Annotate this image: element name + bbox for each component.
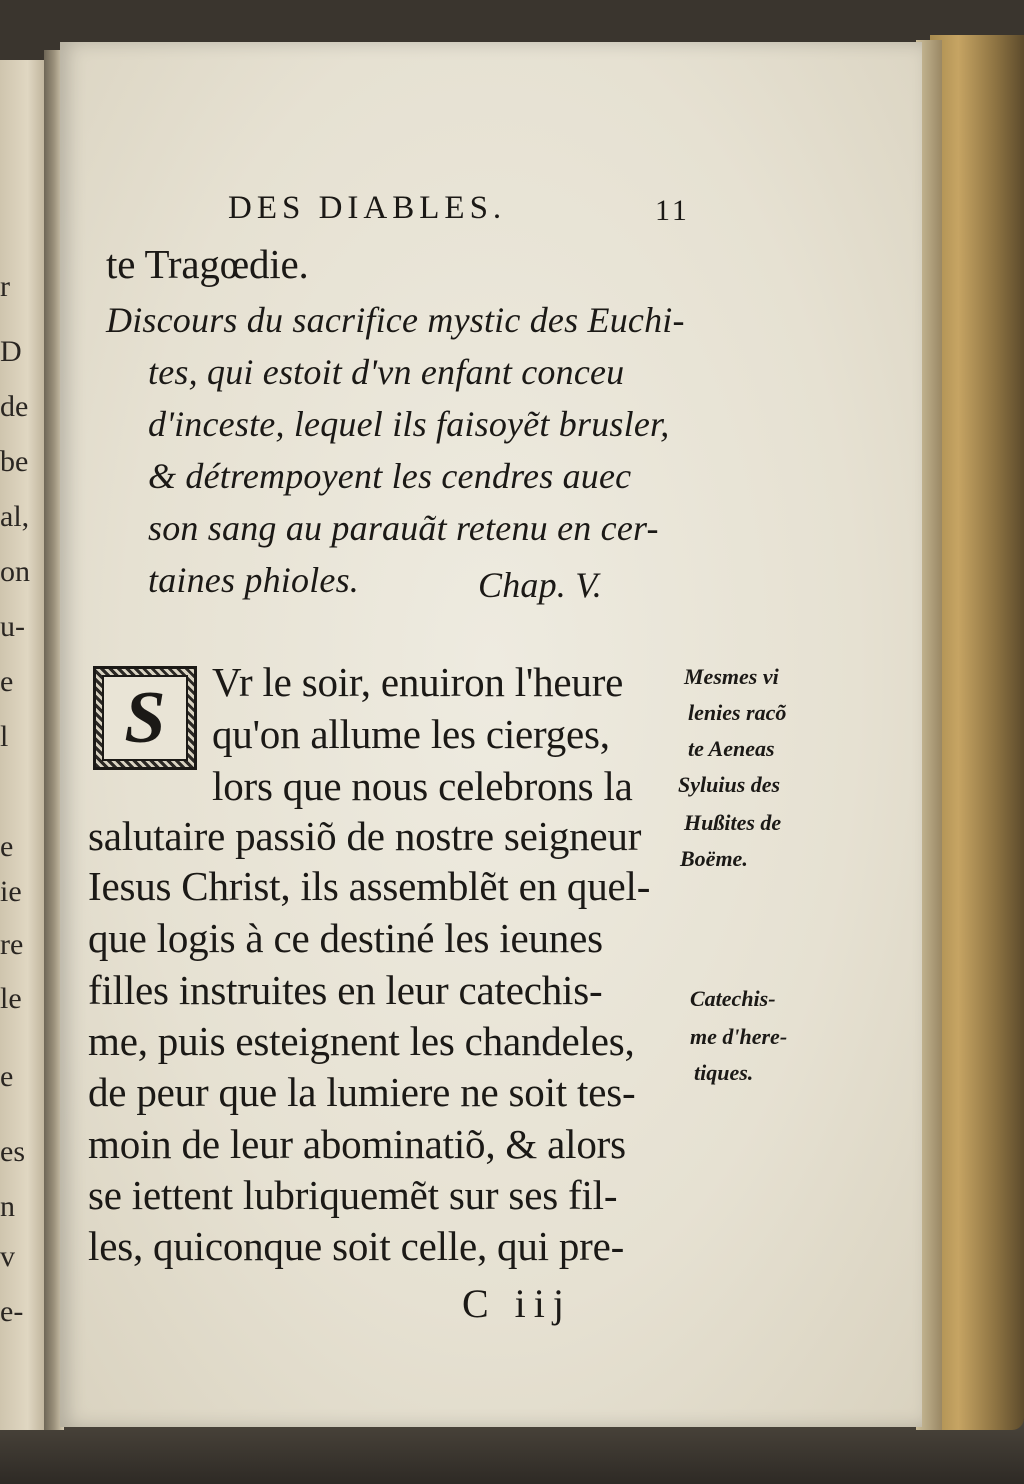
facing-page-fragment: le (0, 982, 22, 1015)
body-line: qu'on allume les cierges, (212, 711, 610, 757)
body-line: Iesus Christ, ils assemblẽt en quel- (88, 863, 651, 909)
margin-note-line: Mesmes vi (684, 664, 779, 689)
body-line: Vr le soir, enuiron l'heure (212, 659, 624, 705)
running-head: DES DIABLES. (228, 190, 507, 226)
initial-letter: S (102, 675, 188, 761)
facing-page-fragment: u- (0, 610, 25, 643)
margin-note-line: te Aeneas (688, 736, 775, 761)
margin-note-line: Boëme. (680, 846, 748, 871)
book-cover-edge (930, 35, 1024, 1430)
backdrop (0, 1420, 1024, 1484)
facing-page-fragment: ie (0, 875, 22, 908)
body-line: salutaire passiõ de nostre seigneur (88, 813, 642, 859)
chapter-summary-line: tes, qui estoit d'vn enfant conceu (148, 352, 625, 392)
body-line: filles instruites en leur catechis- (88, 967, 603, 1013)
chapter-summary-line: Discours du sacrifice mystic des Euchi- (106, 300, 685, 340)
facing-page-fragment: re (0, 928, 24, 961)
folio-number: 11 (655, 194, 690, 227)
margin-note-line: tiques. (694, 1060, 754, 1085)
body-line: me, puis esteignent les chandeles, (88, 1018, 635, 1064)
chapter-label: Chap. V. (478, 565, 602, 605)
chapter-summary-line: d'inceste, lequel ils faisoyẽt brusler, (148, 404, 670, 444)
margin-note-line: Syluius des (678, 772, 781, 797)
body-line: les, quiconque soit celle, qui pre- (88, 1223, 625, 1269)
facing-page-fragment: on (0, 555, 30, 588)
facing-page-fragment: al, (0, 500, 30, 533)
facing-page-fragment: e- (0, 1295, 24, 1328)
heading-continuation: te Tragœdie. (106, 241, 309, 287)
facing-page-fragment: de (0, 390, 29, 423)
facing-page-fragment: r (0, 270, 10, 303)
body-line: que logis à ce destiné les ieunes (88, 915, 603, 961)
body-line: de peur que la lumiere ne soit tes- (88, 1069, 636, 1115)
facing-page-fragment: D (0, 335, 22, 368)
facing-page-fragment: n (0, 1190, 15, 1223)
chapter-summary-line: son sang au parauãt retenu en cer- (148, 508, 659, 548)
facing-page-fragment: e (0, 1060, 14, 1093)
margin-note-line: Catechis- (690, 986, 776, 1011)
body-line: moin de leur abominatiõ, & alors (88, 1121, 626, 1167)
facing-page (0, 60, 46, 1430)
facing-page-fragment: v (0, 1240, 15, 1273)
facing-page-fragment: l (0, 720, 9, 753)
margin-note-line: me d'here- (690, 1024, 788, 1049)
facing-page-fragment: e (0, 830, 14, 863)
body-line: se iettent lubriquemẽt sur ses fil- (88, 1172, 618, 1218)
margin-note-line: Hußites de (684, 810, 782, 835)
chapter-summary-line: & détrempoyent les cendres auec (148, 456, 632, 496)
chapter-summary-line: taines phioles. (148, 560, 359, 600)
body-line: lors que nous celebrons la (212, 763, 633, 809)
margin-note-line: lenies racõ (688, 700, 787, 725)
decorated-initial (93, 666, 197, 770)
signature-mark: C iij (462, 1281, 573, 1326)
facing-page-fragment: es (0, 1135, 25, 1168)
facing-page-fragment: e (0, 665, 14, 698)
facing-page-fragment: be (0, 445, 29, 478)
